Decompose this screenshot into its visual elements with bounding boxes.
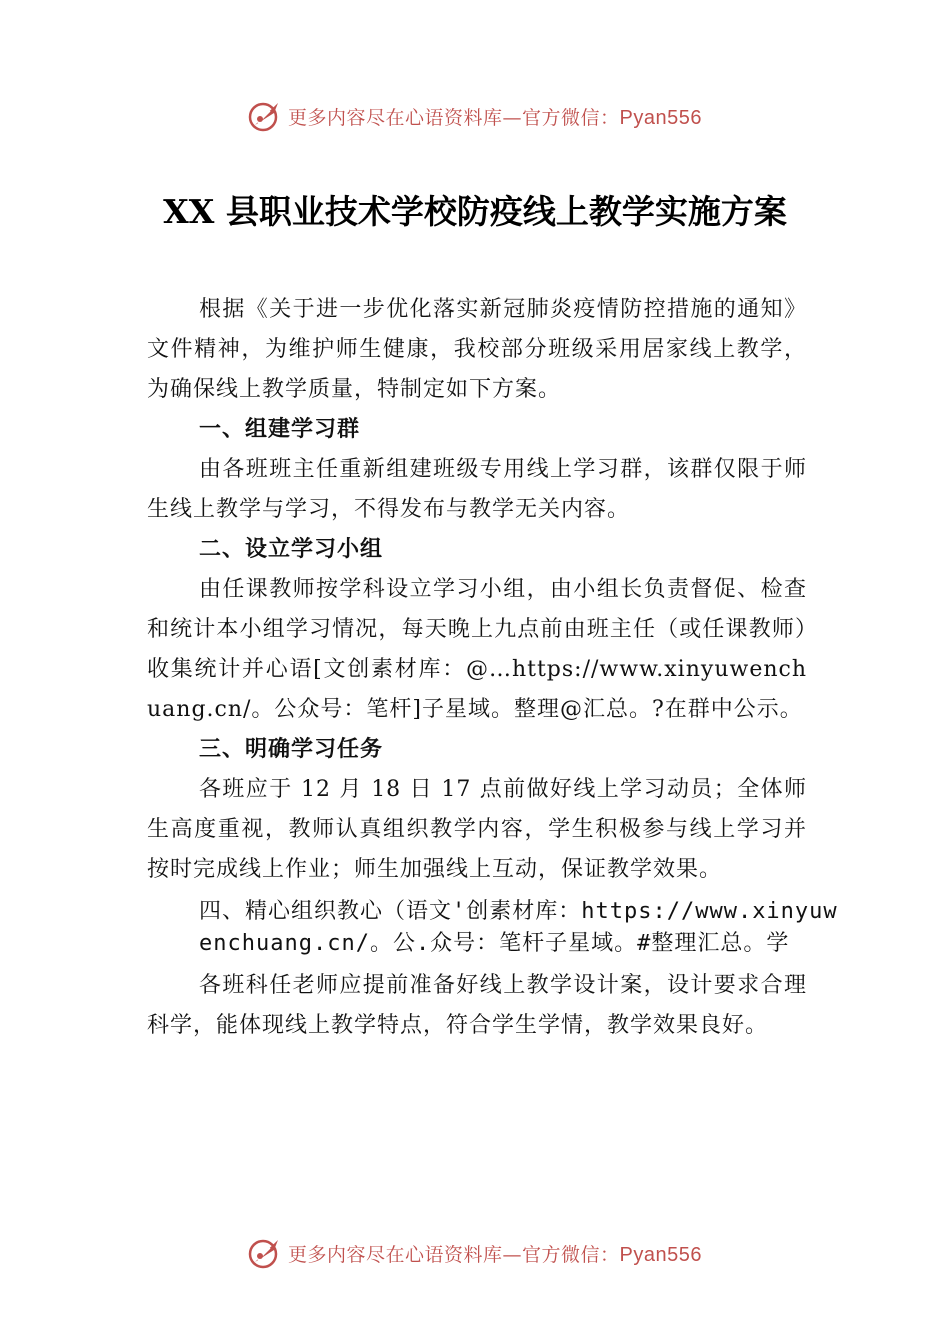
banner-wechat-id: Pyan556: [619, 1243, 702, 1266]
section-heading-4: 四、精心组织教心（语文'创素材库：https://www.xinyuwenchuang.cn/。公.众号：笔杆子星域。#整理汇总。学: [199, 899, 838, 956]
section-body-2: 由任课教师按学科设立学习小组，由小组长负责督促、检查和统计本小组学习情况，每天晚上九点前由班主任（或任课教师）收集统计并心语[文创素材库：@…https://www.xinyuwenchuang.cn/。公众号：笔杆]子星域。整理@汇总。?在群中公示。: [147, 577, 807, 722]
section-heading-3: 三、明确学习任务: [199, 737, 384, 762]
section-heading-1: 一、组建学习群: [199, 417, 361, 442]
header-banner: [0, 96, 950, 136]
section-body-4: 各班科任老师应提前准备好线上教学设计案，设计要求合理科学，能体现线上教学特点，符合学生学情，教学效果良好。: [147, 973, 807, 1038]
section-body-3: 各班应于 12 月 18 日 17 点前做好线上学习动员；全体师生高度重视，教师认真组织教学内容，学生积极参与线上学习并按时完成线上作业；师生加强线上互动，保证教学效果。: [147, 777, 807, 882]
banner-label: 更多内容尽在心语资料库—官方微信：: [288, 1243, 620, 1266]
quill-pen-logo-icon: [248, 1236, 282, 1270]
section-heading-2: 二、设立学习小组: [199, 537, 384, 562]
document-title: XX 县职业技术学校防疫线上教学实施方案: [163, 192, 787, 231]
banner-text: [288, 1240, 702, 1267]
intro-paragraph: 根据《关于进一步优化落实新冠肺炎疫情防控措施的通知》文件精神，为维护师生健康，我校部分班级采用居家线上教学，为确保线上教学质量，特制定如下方案。: [147, 297, 807, 402]
banner-wechat-id: Pyan556: [619, 106, 702, 129]
quill-pen-logo-icon: [248, 99, 282, 133]
section-body-1: 由各班班主任重新组建班级专用线上学习群，该群仅限于师生线上教学与学习，不得发布与教学无关内容。: [147, 457, 807, 522]
banner-text: [288, 103, 702, 130]
banner-label: 更多内容尽在心语资料库—官方微信：: [288, 106, 620, 129]
footer-banner: [0, 1233, 950, 1273]
document-body: [147, 290, 838, 1046]
